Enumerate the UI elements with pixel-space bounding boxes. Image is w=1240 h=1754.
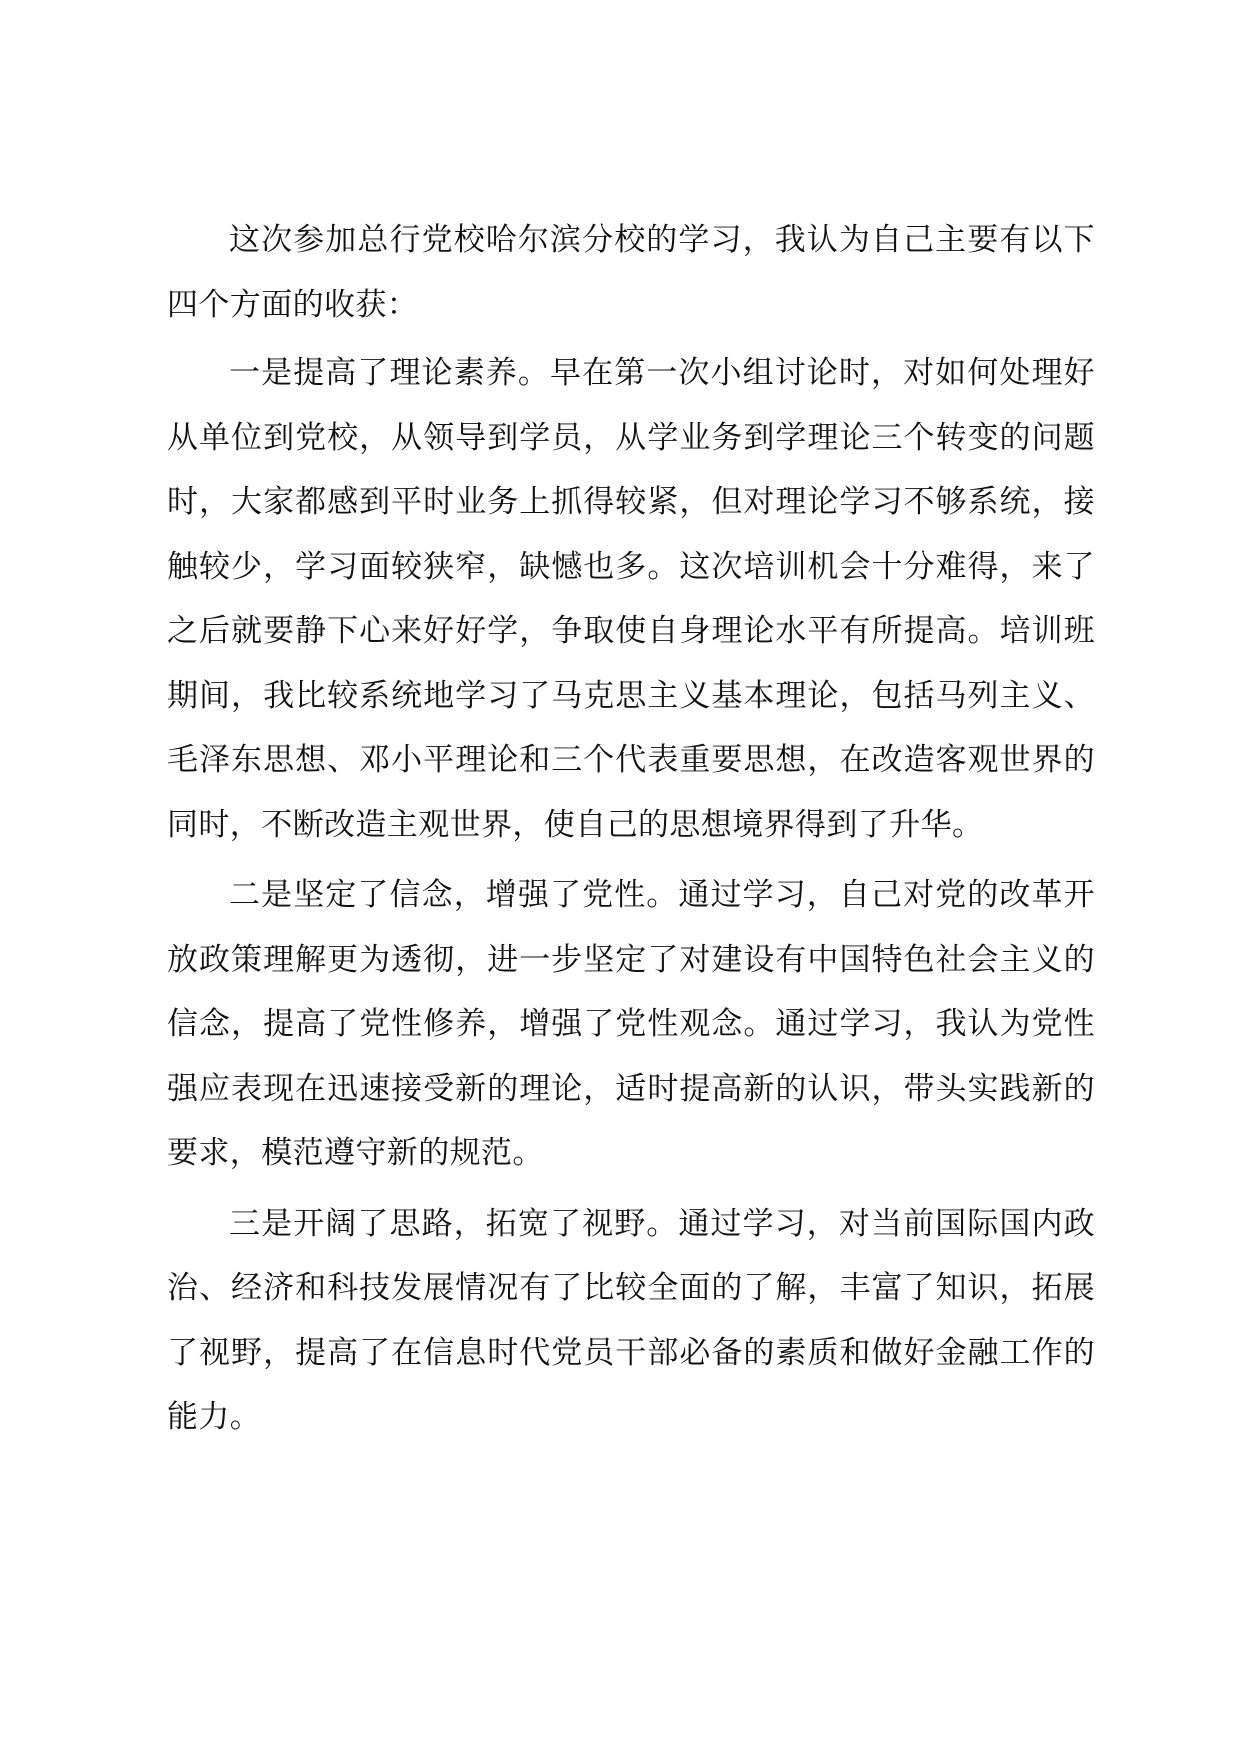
paragraph-theory: 一是提高了理论素养。早在第一次小组讨论时，对如何处理好从单位到党校，从领导到学员，从学业务到学理论三个转变的问题时，大家都感到平时业务上抓得较紧，但对理论学习不够系统，接触较少，学习面较狭窄，缺憾也多。这次培训机会十分难得，来了之后就要静下心来好好学，争取使自身理论水平有所提高。培训班期间，我比较系统地学习了马克思主义基本理论，包括马列主义、毛泽东思想、邓小平理论和三个代表重要思想，在改造客观世界的同时，不断改造主观世界，使自己的思想境界得到了升华。 bbox=[167, 355, 1095, 843]
paragraph-belief: 二是坚定了信念，增强了党性。通过学习，自己对党的改革开放政策理解更为透彻，进一步坚定了对建设有中国特色社会主义的信念，提高了党性修养，增强了党性观念。通过学习，我认为党性强应表现在迅速接受新的理论，适时提高新的认识，带头实践新的要求，模范遵守新的规范。 bbox=[167, 877, 1095, 1171]
paragraph-vision: 三是开阔了思路，拓宽了视野。通过学习，对当前国际国内政治、经济和科技发展情况有了比较全面的了解，丰富了知识，拓展了视野，提高了在信息时代党员干部必备的素质和做好金融工作的能力。 bbox=[167, 1205, 1095, 1435]
document-body bbox=[167, 208, 1095, 1450]
paragraph-intro: 这次参加总行党校哈尔滨分校的学习，我认为自己主要有以下四个方面的收获： bbox=[167, 222, 1095, 323]
